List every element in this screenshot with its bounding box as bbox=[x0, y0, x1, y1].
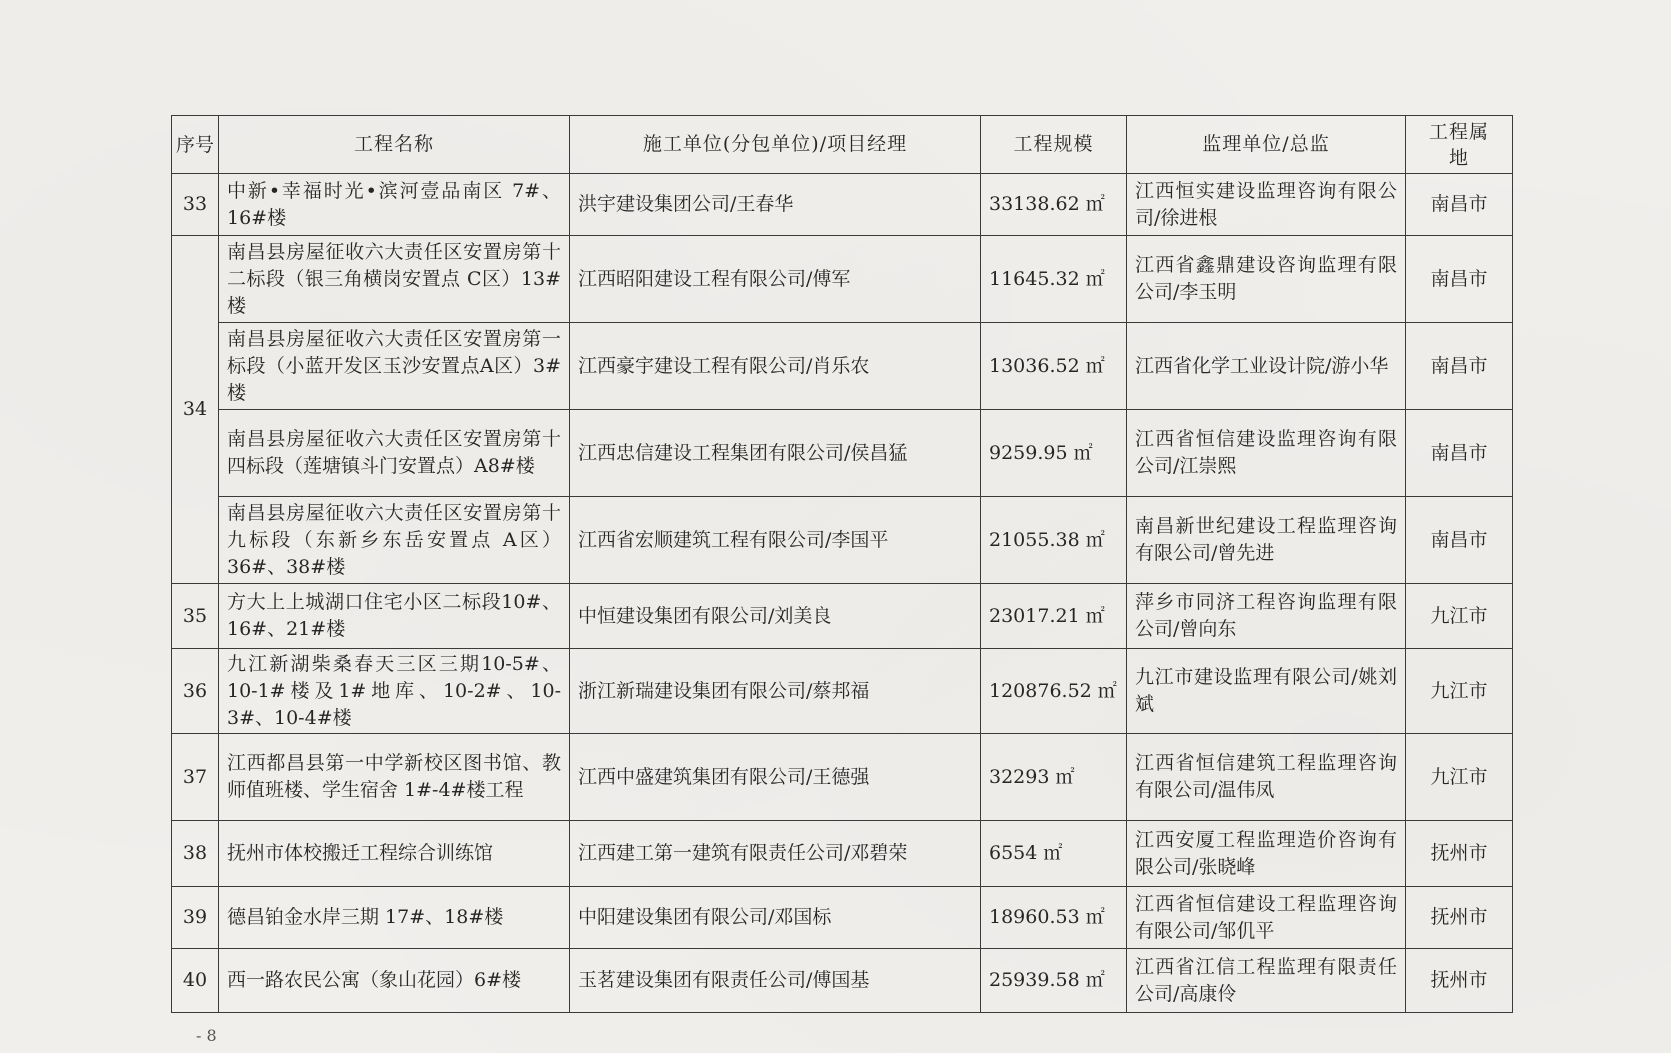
cell-location: 南昌市 bbox=[1406, 174, 1513, 236]
cell-name: 德昌铂金水岸三期 17#、18#楼 bbox=[219, 887, 570, 949]
cell-idx: 38 bbox=[172, 821, 219, 887]
cell-name: 江西都昌县第一中学新校区图书馆、教师值班楼、学生宿舍 1#-4#楼工程 bbox=[219, 734, 570, 821]
cell-scale: 11645.32 ㎡ bbox=[981, 236, 1127, 323]
cell-contractor: 中阳建设集团有限公司/邓国标 bbox=[570, 887, 981, 949]
cell-contractor: 中恒建设集团有限公司/刘美良 bbox=[570, 584, 981, 649]
cell-scale: 18960.53 ㎡ bbox=[981, 887, 1127, 949]
header-idx: 序号 bbox=[172, 116, 219, 174]
table-row bbox=[172, 410, 1513, 497]
cell-supervisor: 南昌新世纪建设工程监理咨询有限公司/曾先进 bbox=[1127, 497, 1406, 584]
page-number: - 8 bbox=[196, 1026, 217, 1045]
cell-supervisor: 江西省恒信建设监理咨询有限公司/江崇熙 bbox=[1127, 410, 1406, 497]
cell-name: 九江新湖柴桑春天三区三期10-5#、10-1#楼及1#地库、10-2#、10-3#、10-4#楼 bbox=[219, 649, 570, 734]
cell-scale: 9259.95 ㎡ bbox=[981, 410, 1127, 497]
cell-location: 南昌市 bbox=[1406, 497, 1513, 584]
cell-contractor: 洪宇建设集团公司/王春华 bbox=[570, 174, 981, 236]
cell-name: 方大上上城湖口住宅小区二标段10#、16#、21#楼 bbox=[219, 584, 570, 649]
table-row bbox=[172, 949, 1513, 1013]
cell-scale: 23017.21 ㎡ bbox=[981, 584, 1127, 649]
cell-name: 中新•幸福时光•滨河壹品南区 7#、16#楼 bbox=[219, 174, 570, 236]
cell-location: 九江市 bbox=[1406, 649, 1513, 734]
cell-supervisor: 萍乡市同济工程咨询监理有限公司/曾向东 bbox=[1127, 584, 1406, 649]
cell-scale: 32293 ㎡ bbox=[981, 734, 1127, 821]
cell-idx: 34 bbox=[172, 236, 219, 584]
cell-idx: 39 bbox=[172, 887, 219, 949]
cell-name: 南昌县房屋征收六大责任区安置房第十四标段（莲塘镇斗门安置点）A8#楼 bbox=[219, 410, 570, 497]
header-name: 工程名称 bbox=[219, 116, 570, 174]
cell-contractor: 江西昭阳建设工程有限公司/傅军 bbox=[570, 236, 981, 323]
cell-scale: 13036.52 ㎡ bbox=[981, 323, 1127, 410]
header-contractor: 施工单位(分包单位)/项目经理 bbox=[570, 116, 981, 174]
cell-scale: 25939.58 ㎡ bbox=[981, 949, 1127, 1013]
cell-scale: 33138.62 ㎡ bbox=[981, 174, 1127, 236]
cell-idx: 35 bbox=[172, 584, 219, 649]
cell-supervisor: 九江市建设监理有限公司/姚刘斌 bbox=[1127, 649, 1406, 734]
table-header-row bbox=[172, 116, 1513, 174]
table-row bbox=[172, 497, 1513, 584]
table-row bbox=[172, 649, 1513, 734]
table-row bbox=[172, 323, 1513, 410]
cell-location: 抚州市 bbox=[1406, 949, 1513, 1013]
cell-name: 南昌县房屋征收六大责任区安置房第十九标段（东新乡东岳安置点 A区）36#、38#楼 bbox=[219, 497, 570, 584]
cell-supervisor: 江西恒实建设监理咨询有限公司/徐进根 bbox=[1127, 174, 1406, 236]
cell-scale: 6554 ㎡ bbox=[981, 821, 1127, 887]
cell-scale: 120876.52 ㎡ bbox=[981, 649, 1127, 734]
table-row bbox=[172, 734, 1513, 821]
cell-idx: 40 bbox=[172, 949, 219, 1013]
table-row bbox=[172, 821, 1513, 887]
header-location: 工程属地 bbox=[1406, 116, 1513, 174]
cell-location: 南昌市 bbox=[1406, 236, 1513, 323]
cell-supervisor: 江西省鑫鼎建设咨询监理有限公司/李玉明 bbox=[1127, 236, 1406, 323]
table-row bbox=[172, 584, 1513, 649]
cell-location: 南昌市 bbox=[1406, 410, 1513, 497]
table-row bbox=[172, 887, 1513, 949]
cell-supervisor: 江西省恒信建筑工程监理咨询有限公司/温伟凤 bbox=[1127, 734, 1406, 821]
table-row bbox=[172, 174, 1513, 236]
cell-contractor: 江西建工第一建筑有限责任公司/邓碧荣 bbox=[570, 821, 981, 887]
cell-supervisor: 江西省江信工程监理有限责任公司/高康伶 bbox=[1127, 949, 1406, 1013]
cell-location: 九江市 bbox=[1406, 734, 1513, 821]
cell-scale: 21055.38 ㎡ bbox=[981, 497, 1127, 584]
cell-idx: 36 bbox=[172, 649, 219, 734]
cell-contractor: 浙江新瑞建设集团有限公司/蔡邦福 bbox=[570, 649, 981, 734]
cell-location: 抚州市 bbox=[1406, 887, 1513, 949]
cell-name: 南昌县房屋征收六大责任区安置房第一标段（小蓝开发区玉沙安置点A区）3#楼 bbox=[219, 323, 570, 410]
cell-location: 九江市 bbox=[1406, 584, 1513, 649]
project-table bbox=[171, 115, 1513, 1013]
cell-supervisor: 江西安厦工程监理造价咨询有限公司/张晓峰 bbox=[1127, 821, 1406, 887]
header-supervisor: 监理单位/总监 bbox=[1127, 116, 1406, 174]
cell-idx: 37 bbox=[172, 734, 219, 821]
table-row bbox=[172, 236, 1513, 323]
cell-name: 西一路农民公寓（象山花园）6#楼 bbox=[219, 949, 570, 1013]
cell-contractor: 江西忠信建设工程集团有限公司/侯昌猛 bbox=[570, 410, 981, 497]
cell-name: 南昌县房屋征收六大责任区安置房第十二标段（银三角横岗安置点 C区）13#楼 bbox=[219, 236, 570, 323]
cell-location: 抚州市 bbox=[1406, 821, 1513, 887]
cell-idx: 33 bbox=[172, 174, 219, 236]
header-scale: 工程规模 bbox=[981, 116, 1127, 174]
cell-contractor: 江西中盛建筑集团有限公司/王德强 bbox=[570, 734, 981, 821]
cell-supervisor: 江西省恒信建设工程监理咨询有限公司/邹仉平 bbox=[1127, 887, 1406, 949]
cell-name: 抚州市体校搬迁工程综合训练馆 bbox=[219, 821, 570, 887]
cell-contractor: 江西省宏顺建筑工程有限公司/李国平 bbox=[570, 497, 981, 584]
cell-contractor: 江西豪宇建设工程有限公司/肖乐农 bbox=[570, 323, 981, 410]
cell-location: 南昌市 bbox=[1406, 323, 1513, 410]
cell-contractor: 玉茗建设集团有限责任公司/傅国基 bbox=[570, 949, 981, 1013]
cell-supervisor: 江西省化学工业设计院/游小华 bbox=[1127, 323, 1406, 410]
